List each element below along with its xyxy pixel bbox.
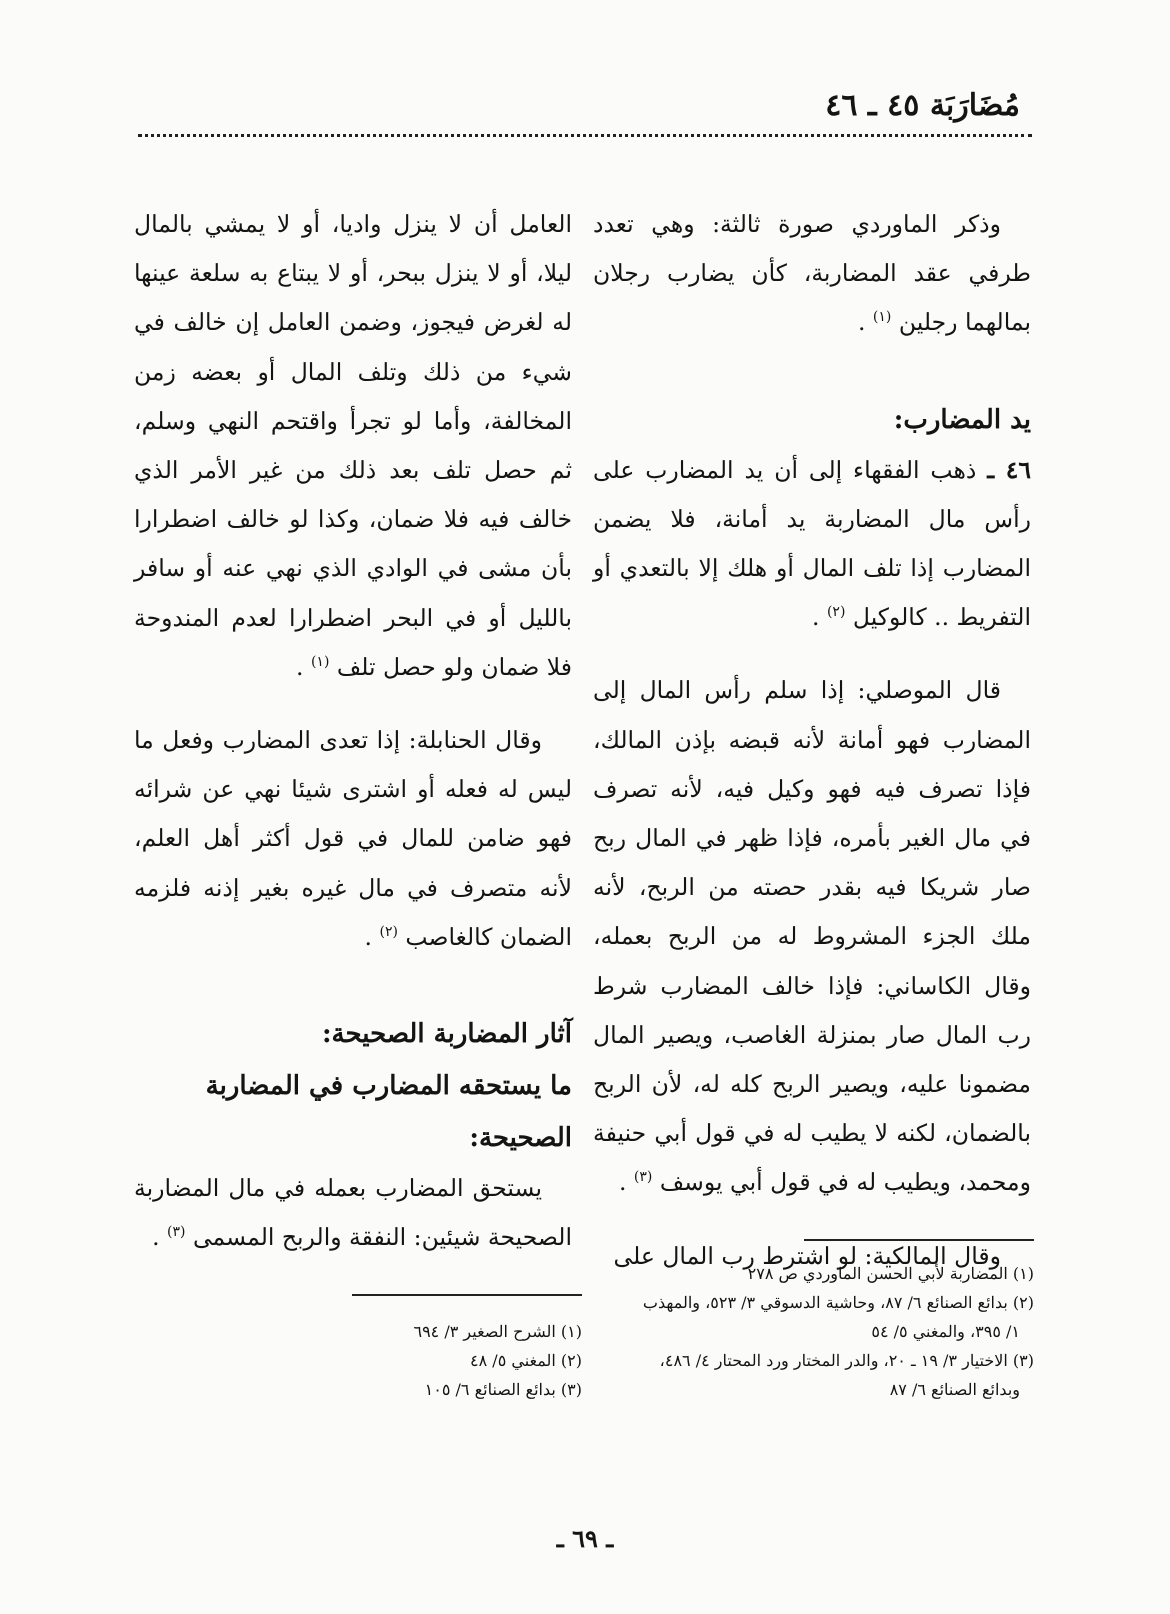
section-heading-yad-al-mudarib: يد المضارب:: [893, 404, 1031, 435]
footnote-ref: (٣): [167, 1224, 186, 1241]
header-dotted-rule: [138, 134, 1032, 137]
footnote-item: وبدائع الصنائع ٦/ ٨٧: [889, 1380, 1020, 1399]
footnote-ref: (٢): [826, 604, 846, 621]
footnote-item: (١) المضاربة لأبي الحسن الماوردي ص ٢٧٨: [747, 1264, 1034, 1283]
footnote-item: (٢) بدائع الصنائع ٦/ ٨٧، وحاشية الدسوقي ٣/ ٥٢٣، والمهذب: [642, 1293, 1034, 1312]
left-column: [134, 200, 572, 1262]
right-para-3: قال الموصلي: إذا سلم رأس المال إلى المضارب فهو أمانة لأنه قبضه بإذن المالك، فإذا تصرف فيه فهو وكيل فيه، لأنه تصرف في مال الغير بأمره، فإذا ظهر في المال ربح صار شريكا فيه بقدر حصته من الربح، لأنه ملك الجزء المشروط له من الربح بعمله، وقال الكاساني: فإذا خالف المضارب شرط رب المال صار بمنزلة الغاصب، ويصير المال مضمونا عليه، ويصير الربح كله له، لأن الربح بالضمان، لكنه لا يطيب له في قول أبي حنيفة ومحمد، ويطيب له في قول أبي يوسف $^{(٣)}$ .: [593, 676, 1031, 1197]
footnote-item: (٣) بدائع الصنائع ٦/ ١٠٥: [424, 1380, 582, 1399]
footnote-item: ١/ ٣٩٥، والمغني ٥/ ٥٤: [871, 1322, 1020, 1341]
page-header: [140, 86, 1020, 126]
footnote-item: (١) الشرح الصغير ٣/ ٦٩٤: [413, 1322, 582, 1341]
left-para-1: العامل أن لا ينزل واديا، أو لا يمشي بالمال ليلا، أو لا ينزل ببحر، أو لا يبتاع به سلعة عينها له لغرض فيجوز، وضمن العامل إن خالف في شيء من ذلك وتلف المال أو بعضه زمن المخالفة، وأما لو تجرأ واقتحم النهي وسلم، ثم حصل تلف بعد ذلك من غير الأمر الذي خالف فيه فلا ضمان، وكذا لو خالف اضطرارا بأن مشى في الوادي الذي نهي عنه أو سافر بالليل أو في البحر اضطرارا لعدم المندوحة فلا ضمان ولو حصل تلف $^{(١)}$ .: [134, 210, 572, 681]
footnote-ref: (١): [310, 654, 330, 670]
footnote-ref: (١): [872, 309, 892, 326]
header-title: مُضَارَبَة ٤٥ ـ ٤٦: [825, 88, 1020, 123]
right-column: [593, 200, 1031, 1281]
footnote-ref: (٢): [379, 924, 398, 941]
right-footnote-rule: [804, 1239, 1034, 1241]
footnote-ref: (٣): [633, 1169, 653, 1186]
left-footnote-rule: [352, 1294, 582, 1296]
right-para-4: وقال المالكية: لو اشترط رب المال على: [613, 1241, 1001, 1270]
page-number: ـ ٦٩ ـ: [556, 1524, 614, 1553]
paragraph-number: ٤٦ ـ: [987, 455, 1031, 484]
left-para-3: يستحق المضارب بعمله في مال المضاربة الصحيحة شيئين: النفقة والربح المسمى $^{(٣)}$ .: [134, 1174, 572, 1252]
section-heading-athar: آثار المضاربة الصحيحة:: [321, 1019, 572, 1050]
right-para-1: وذكر الماوردي صورة ثالثة: وهي تعدد طرفي عقد المضاربة، كأن يضارب رجلان بمالهما رجلين $^{(١)}$ .: [593, 210, 1031, 337]
right-footnotes: [590, 1259, 1034, 1404]
left-footnotes: [134, 1317, 582, 1404]
footnote-item: (٢) المغني ٥/ ٤٨: [470, 1351, 582, 1370]
left-para-2: وقال الحنابلة: إذا تعدى المضارب وفعل ما ليس له فعله أو اشترى شيئا نهي عن شرائه فهو ضامن للمال في قول أكثر أهل العلم، لأنه متصرف في مال غيره بغير إذنه فلزمه الضمان كالغاصب $^{(٢)}$ .: [134, 726, 572, 951]
footnote-item: (٣) الاختيار ٣/ ١٩ ـ ٢٠، والدر المختار ورد المحتار ٤/ ٤٨٦،: [659, 1351, 1034, 1370]
section-heading-ma-yastahiqquh: ما يستحقه المضارب في المضاربة الصحيحة:: [205, 1071, 572, 1154]
right-para-2: ٤٦ ـ ذهب الفقهاء إلى أن يد المضارب على رأس مال المضاربة يد أمانة، فلا يضمن المضارب إذا تلف المال أو هلك إلا بالتعدي أو التفريط .. كالوكيل $^{(٢)}$ .: [593, 455, 1031, 632]
